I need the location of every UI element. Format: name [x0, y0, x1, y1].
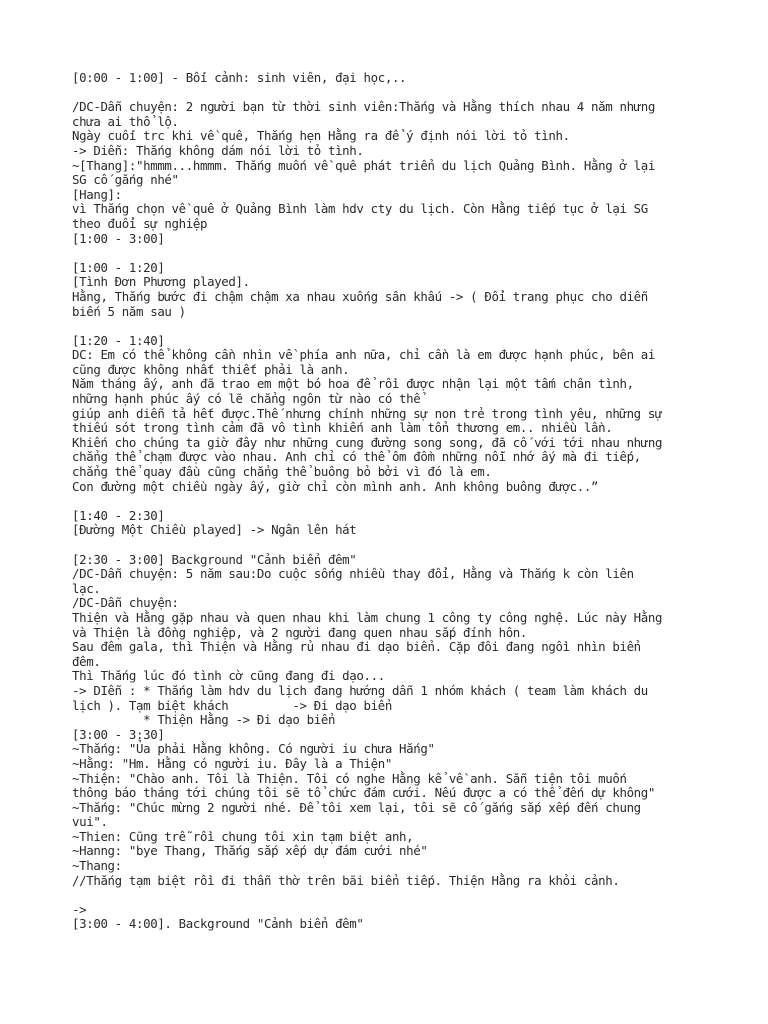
- document-line: [72, 494, 712, 509]
- document-line: thông báo tháng tới chúng tôi sẽ tổ chức đám cưới. Nếu được a có thể đến dự không": [72, 785, 656, 801]
- document-line: /DC-Dẫn chuyện: 2 người bạn từ thời sinh viên:Thắng và Hằng thích nhau 4 năm nhưng: [72, 99, 656, 115]
- document-line: DC: Em có thể không cần nhìn về phía anh nữa, chỉ cần là em được hạnh phúc, bên ai: [72, 347, 656, 363]
- document-line: [3:00 - 4:00]. Background "Cảnh biển đêm": [72, 916, 364, 932]
- document-line: thiếu sót trong tình cảm đã vô tình khiến anh làm tổn thương em.. nhiều lần.: [72, 420, 613, 436]
- document-line: và Thiện là đồng nghiệp, và 2 người đang quen nhau sắp đính hôn.: [72, 624, 528, 640]
- document-line: [3:00 - 3:30]: [72, 726, 165, 742]
- document-line: Con đường một chiều ngày ấy, giờ chỉ còn mình anh. Anh không buông được..”: [72, 478, 599, 494]
- document-line: [0:00 - 1:00] - Bối cảnh: sinh viên, đại học,..: [72, 70, 407, 85]
- document-line: [72, 888, 712, 903]
- document-line: chưa ai thổ lộ.: [72, 113, 179, 129]
- document-line: cũng được không nhất thiết phải là anh.: [72, 361, 350, 377]
- document-line: [72, 246, 712, 261]
- document-line: Thiện và Hằng gặp nhau và quen nhau khi làm chung 1 công ty công nghệ. Lúc này Hằng: [72, 609, 663, 625]
- document-line: chẳng thể chạm được vào nhau. Anh chỉ có thể ôm đồm những nỗi nhớ ấy mà đi tiếp,: [72, 449, 641, 465]
- document-line: ~Hằng: "Hm. Hằng có người iu. Đây là a Thiện": [72, 755, 392, 771]
- document-line: [1:00 - 3:00]: [72, 230, 165, 246]
- document-line: [72, 319, 712, 334]
- document-line: Sau đêm gala, thì Thiện và Hằng rủ nhau đi dạo biển. Cặp đôi đang ngồi nhìn biển: [72, 639, 641, 655]
- document-line: -> DIễn : * Thắng làm hdv du lịch đang hướng dẫn 1 nhóm khách ( team làm khách du: [72, 682, 648, 698]
- document-line: Hằng, Thắng bước đi chậm chậm xa nhau xuống sân khấu -> ( Đổi trang phục cho diễn: [72, 288, 648, 304]
- document-line: Thì Thắng lúc đó tình cờ cũng đang đi dạo...: [72, 668, 385, 684]
- document-line: Khiến cho chúng ta giờ đây như những cung đường song song, đã cố với tới nhau nhưng: [72, 434, 663, 450]
- document-line: vui".: [72, 814, 108, 830]
- document-line: /DC-Dẫn chuyện: 5 năm sau:Do cuộc sống nhiều thay đổi, Hằng và Thắng k còn liên: [72, 566, 634, 582]
- document-line: ~[Thang]:"hmmm...hmmm. Thắng muốn về quê phát triển du lịch Quảng Bình. Hằng ở lại: [72, 157, 656, 173]
- document-page: [72, 71, 712, 932]
- document-line: theo đuổi sự nghiệp: [72, 215, 208, 231]
- document-line: /DC-Dẫn chuyện:: [72, 595, 179, 611]
- document-line: [Đường Một Chiều played] -> Ngân lên hát: [72, 522, 357, 538]
- document-line: ~Hanng: "bye Thang, Thắng sắp xếp dự đám cưới nhé": [72, 843, 428, 859]
- document-line: giúp anh diễn tả hết được.Thế nhưng chính những sự non trẻ trong tình yêu, những sự: [72, 405, 663, 421]
- document-line: Năm tháng ấy, anh đã trao em một bó hoa để rồi được nhận lại một tấm chân tình,: [72, 376, 634, 392]
- document-line: chẳng thể quay đầu cũng chẳng thể buông bỏ bởi vì đó là em.: [72, 464, 492, 480]
- document-line: ~Thien: Cũng trễ rồi chung tôi xin tạm biệt anh,: [72, 828, 414, 844]
- document-line: //Thắng tạm biệt rồi đi thẫn thờ trên bãi biển tiếp. Thiện Hằng ra khỏi cảnh.: [72, 872, 620, 888]
- document-line: Ngày cuối trc khi về quê, Thắng hẹn Hằng ra để ý định nói lời tỏ tình.: [72, 128, 570, 144]
- document-line: [Tình Đơn Phương played].: [72, 274, 250, 290]
- document-line: * Thiện Hằng -> Đi dạo biển: [72, 712, 336, 728]
- document-line: vì Thắng chọn về quê ở Quảng Bình làm hdv cty du lịch. Còn Hằng tiếp tục ở lại SG: [72, 201, 648, 217]
- document-line: [72, 86, 712, 101]
- document-line: lạc.: [72, 580, 101, 596]
- document-line: SG cố gắng nhé": [72, 172, 179, 188]
- document-line: ~Thang:: [72, 858, 122, 874]
- document-line: những hạnh phúc ấy có lẽ chẳng ngôn từ nào có thể: [72, 391, 421, 407]
- document-line: đêm.: [72, 653, 101, 669]
- document-line: [Hang]:: [72, 186, 122, 202]
- document-line: [2:30 - 3:00] Background "Cảnh biển đêm": [72, 551, 357, 567]
- document-line: [72, 538, 712, 553]
- document-line: -> Diễn: Thắng không dám nói lời tỏ tình.: [72, 142, 364, 158]
- document-line: [1:40 - 2:30]: [72, 507, 165, 523]
- document-line: lịch ). Tạm biệt khách -> Đi dạo biển: [72, 697, 392, 713]
- document-line: ~Thiện: "Chào anh. Tôi là Thiện. Tôi có nghe Hằng kể về anh. Sẵn tiện tôi muốn: [72, 770, 627, 786]
- document-line: ~Thắng: "Ủa phải Hằng không. Có người iu chưa Hắng": [72, 741, 435, 757]
- document-line: [1:20 - 1:40]: [72, 332, 165, 348]
- document-line: biến 5 năm sau ): [72, 303, 186, 319]
- document-line: ~Thắng: "Chúc mừng 2 người nhé. Để tôi xem lại, tôi sẽ cố gắng sắp xếp đến chung: [72, 799, 641, 815]
- document-line: ->: [72, 901, 87, 917]
- document-line: [1:00 - 1:20]: [72, 259, 165, 275]
